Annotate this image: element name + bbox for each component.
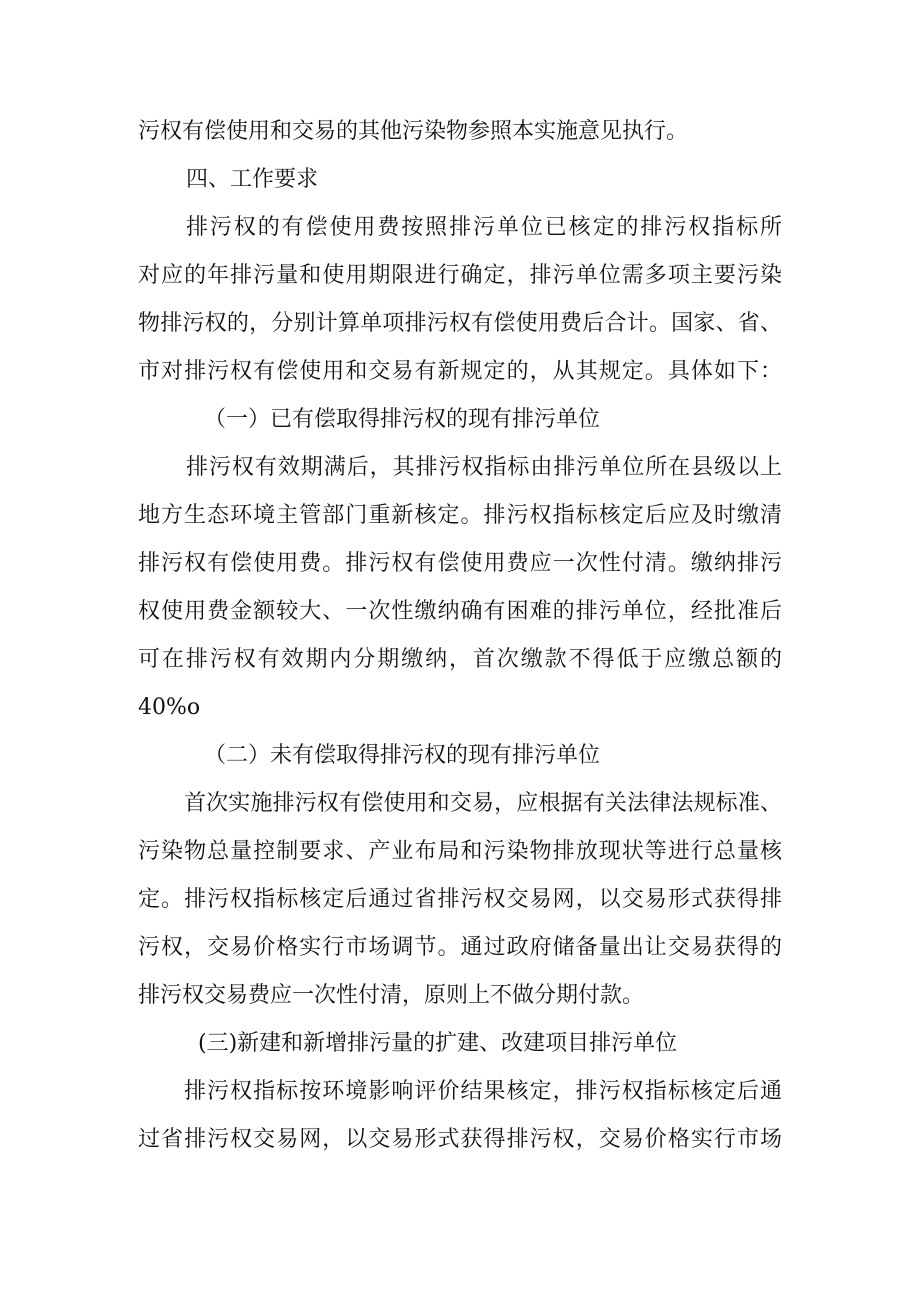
paragraph-line: 污权，交易价格实行市场调节。通过政府储备量出让交易获得的 — [138, 935, 782, 960]
section-heading: 四、工作要求 — [186, 167, 319, 192]
paragraph-line: 权使用费金额较大、一次性缴纳确有困难的排污单位，经批准后 — [138, 599, 782, 624]
paragraph-line: 定。排污权指标核定后通过省排污权交易网，以交易形式获得排 — [138, 887, 782, 912]
paragraph-line: 过省排污权交易网，以交易形式获得排污权，交易价格实行市场 — [138, 1127, 782, 1152]
paragraph-line: 40%o — [138, 695, 201, 720]
paragraph-line: 排污权的有偿使用费按照排污单位已核定的排污权指标所 — [186, 215, 782, 240]
paragraph-line: 地方生态环境主管部门重新核定。排污权指标核定后应及时缴清 — [138, 503, 782, 528]
paragraph-line: 首次实施排污权有偿使用和交易，应根据有关法律法规标准、 — [184, 791, 782, 816]
subsection-heading: （一）已有偿取得排污权的现有排污单位 — [204, 407, 601, 432]
paragraph-line: 物排污权的，分别计算单项排污权有偿使用费后合计。国家、省、 — [138, 311, 782, 336]
paragraph-line: 排污权交易费应一次性付清，原则上不做分期付款。 — [138, 983, 645, 1008]
paragraph-line: 排污权指标按环境影响评价结果核定，排污权指标核定后通 — [184, 1079, 782, 1104]
paragraph-line: 污权有偿使用和交易的其他污染物参照本实施意见执行。 — [138, 119, 689, 144]
paragraph-line: 可在排污权有效期内分期缴纳，首次缴款不得低于应缴总额的 — [138, 647, 782, 672]
paragraph-line: 排污权有效期满后，其排污权指标由排污单位所在县级以上 — [186, 455, 782, 480]
paragraph-line: 污染物总量控制要求、产业布局和污染物排放现状等进行总量核 — [138, 839, 782, 864]
paragraph-line: 对应的年排污量和使用期限进行确定，排污单位需多项主要污染 — [138, 263, 782, 288]
subsection-heading: (三)新建和新增排污量的扩建、改建项目排污单位 — [198, 1031, 678, 1056]
paragraph-line: 市对排污权有偿使用和交易有新规定的，从其规定。具体如下： — [138, 359, 782, 384]
subsection-heading: （二）未有偿取得排污权的现有排污单位 — [204, 743, 601, 768]
paragraph-line: 排污权有偿使用费。排污权有偿使用费应一次性付清。缴纳排污 — [138, 551, 782, 576]
